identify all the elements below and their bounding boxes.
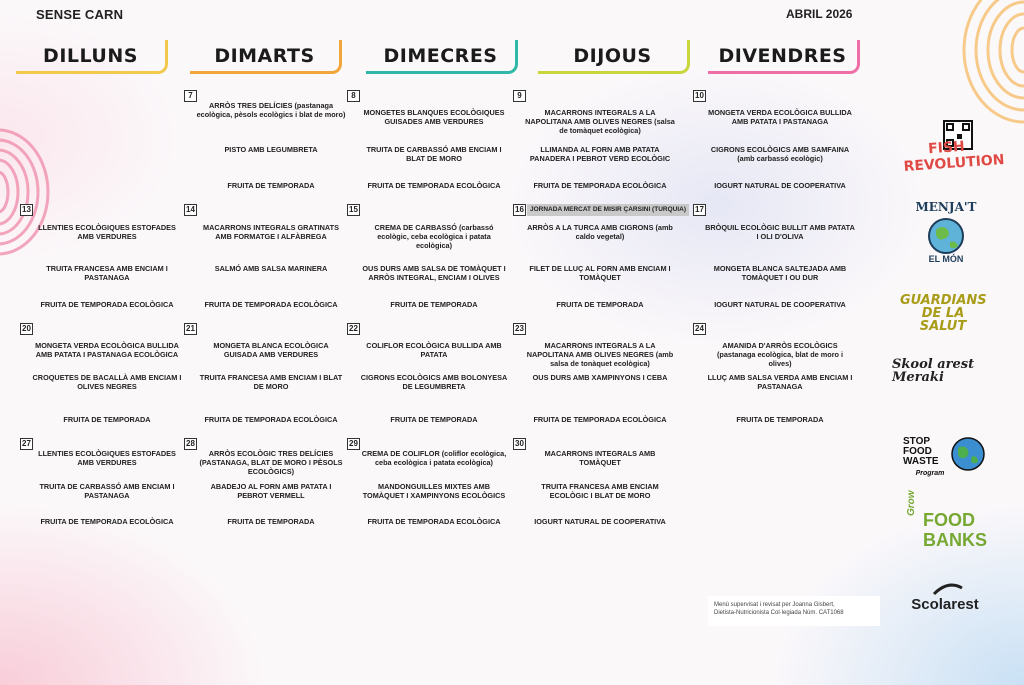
first-course: ARRÒS A LA TURCA AMB CIGRONS (amb caldo vegetal): [527, 223, 673, 241]
day-cell-30: [513, 438, 675, 556]
dessert: FRUITA DE TEMPORADA ECOLÒGICA: [204, 300, 338, 309]
food-banks-text: FOOD BANKS: [923, 510, 988, 550]
dessert: IOGURT NATURAL DE COOPERATIVA: [714, 181, 846, 190]
day-number: 14: [184, 204, 197, 216]
second-course: LLUÇ AMB SALSA VERDA AMB ENCIAM I PASTANAGA: [707, 373, 853, 391]
day-number: 7: [184, 90, 197, 102]
day-number: 30: [513, 438, 526, 450]
dessert: FRUITA DE TEMPORADA ECOLÒGICA: [367, 181, 501, 190]
first-course: MONGETA VERDA ECOLÒGICA BULLIDA AMB PATATA I PASTANAGA ECOLÒGICA: [35, 341, 179, 359]
first-course: MONGETA VERDA ECOLÒGICA BULLIDA AMB PATATA I PASTANAGA: [708, 108, 852, 126]
dessert: FRUITA DE TEMPORADA ECOLÒGICA: [533, 415, 667, 424]
dessert: FRUITA DE TEMPORADA: [63, 415, 151, 424]
second-course: TRUITA FRANCESA AMB ENCIAM I PASTANAGA: [46, 264, 168, 282]
first-course: CREMA DE CARBASSÓ (carbassó ecològic, ceba ecològica i patata ecològica): [374, 223, 494, 250]
dessert: FRUITA DE TEMPORADA: [227, 517, 315, 526]
day-cell-20: [20, 323, 182, 441]
day-number: 22: [347, 323, 360, 335]
day-cell-28: [184, 438, 346, 556]
day-number: 29: [347, 438, 360, 450]
signature-line-2: Dietista-Nutricionista Col·legiada Núm. CAT1068: [714, 610, 844, 616]
fish-revolution-logo: FISH REVOLUTION: [903, 138, 1005, 176]
menu-date: ABRIL 2026: [786, 7, 853, 21]
stop-food-waste-logo: [903, 437, 957, 479]
day-cell-13: [20, 204, 182, 322]
skoolarest-meraki-logo: Skool arest Meraki: [892, 357, 975, 385]
second-course: TRUITA FRANCESA AMB ENCIAM ECOLÒGIC I BLAT DE MORO: [541, 482, 659, 500]
first-course: AMANIDA D'ARRÒS ECOLÒGICS (pastanaga ecològica, blat de moro i olives): [716, 341, 844, 368]
day-header-dijous: DIJOUS: [538, 40, 690, 74]
second-course: CROQUETES DE BACALLÀ AMB ENCIAM I OLIVES NEGRES: [32, 373, 182, 391]
second-course: TRUITA FRANCESA AMB ENCIAM I BLAT DE MORO: [199, 373, 343, 391]
day-cell-10: [693, 90, 855, 208]
first-course: COLIFLOR ECOLÒGICA BULLIDA AMB PATATA: [366, 341, 502, 359]
dessert: FRUITA DE TEMPORADA ECOLÒGICA: [40, 517, 174, 526]
second-course: TRUITA DE CARBASSÓ AMB ENCIAM I PASTANAGA: [39, 482, 175, 500]
first-course: MONGETA BLANCA ECOLÒGICA GUISADA AMB VERDURES: [213, 341, 329, 359]
day-header-dilluns: DILLUNS: [16, 40, 168, 74]
day-cell-9: [513, 90, 675, 208]
second-course: FILET DE LLUÇ AL FORN AMB ENCIAM I TOMÀQUET: [529, 264, 671, 282]
second-course: OUS DURS AMB XAMPINYONS I CEBA: [532, 373, 668, 382]
dessert: FRUITA DE TEMPORADA: [556, 300, 644, 309]
first-course: MONGETES BLANQUES ECOLÒGIQUES GUISADES AMB VERDURES: [363, 108, 505, 126]
dessert: FRUITA DE TEMPORADA ECOLÒGICA: [533, 181, 667, 190]
day-cell-22: [347, 323, 509, 441]
day-cell-27: [20, 438, 182, 556]
day-cell-21: [184, 323, 346, 441]
stop-food-waste-text: STOP FOOD WASTE: [903, 436, 939, 467]
day-number: 27: [20, 438, 33, 450]
dessert: FRUITA DE TEMPORADA: [390, 415, 478, 424]
second-course: PISTO AMB LEGUMBRETA: [224, 145, 318, 154]
first-course: BRÒQUIL ECOLÒGIC BULLIT AMB PATATA I OLI D'OLIVA: [705, 223, 855, 241]
guardians-de-la-salut-logo: GUARDIANS DE LA SALUT: [900, 293, 987, 334]
menjat-el-mon-logo: [910, 198, 982, 270]
first-course: MACARRONS INTEGRALS A LA NAPOLITANA AMB OLIVES NEGRES (salsa de tomàquet ecològica): [525, 108, 675, 135]
day-number: 20: [20, 323, 33, 335]
second-course: ABADEJO AL FORN AMB PATATA I PEBROT VERMELL: [210, 482, 332, 500]
day-number: 13: [20, 204, 33, 216]
second-course: MANDONGUILLES MIXTES AMB TOMÀQUET I XAMPINYONS ECOLÒGICS: [362, 482, 506, 500]
orange-fingerprint-decoration: [944, 0, 1024, 130]
day-cell-16: [513, 204, 686, 322]
day-number: 9: [513, 90, 526, 102]
special-day-banner: JORNADA MERCAT DE MISIR ÇARSINI (TURQUIA): [527, 204, 689, 216]
first-course: MACARRONS INTEGRALS AMB TOMÀQUET: [544, 449, 656, 467]
day-cell-7: [184, 90, 346, 208]
dessert: FRUITA DE TEMPORADA: [736, 415, 824, 424]
day-cell-15: [347, 204, 509, 322]
second-course: CIGRONS ECOLÒGICS AMB SAMFAINA (amb carbassó ecològic): [710, 145, 850, 163]
menu-title: SENSE CARN: [36, 7, 124, 22]
day-number: 15: [347, 204, 360, 216]
el-mon-text: EL MÓN: [928, 254, 964, 264]
day-cell-17: [693, 204, 855, 322]
day-header-dimecres: DIMECRES: [366, 40, 518, 74]
first-course: MACARRONS INTEGRALS A LA NAPOLITANA AMB OLIVES NEGRES (amb salsa de tonàquet ecològica): [526, 341, 674, 368]
second-course: SALMÓ AMB SALSA MARINERA: [214, 264, 328, 273]
day-number: 10: [693, 90, 706, 102]
earth-icon: [950, 436, 986, 472]
second-course: CIGRONS ECOLÒGICS AMB BOLONYESA DE LEGUMBRETA: [360, 373, 508, 391]
second-course: TRUITA DE CARBASSÓ AMB ENCIAM I BLAT DE MORO: [366, 145, 502, 163]
first-course: MACARRONS INTEGRALS GRATINATS AMB FORMATGE I ALFÀBREGA: [203, 223, 339, 241]
dessert: IOGURT NATURAL DE COOPERATIVA: [714, 300, 846, 309]
day-number: 21: [184, 323, 197, 335]
day-number: 17: [693, 204, 706, 216]
dessert: IOGURT NATURAL DE COOPERATIVA: [534, 517, 666, 526]
day-cell-14: [184, 204, 346, 322]
day-cell-24: [693, 323, 855, 441]
program-text: Program: [915, 470, 945, 477]
day-cell-8: [347, 90, 509, 208]
day-number: 8: [347, 90, 360, 102]
first-course: ARRÒS ECOLÒGIC TRES DELÍCIES (PASTANAGA, BLAT DE MORO I PÈSOLS ECOLÒGICS): [199, 449, 343, 476]
day-cell-29: [347, 438, 509, 556]
day-header-dimarts: DIMARTS: [190, 40, 342, 74]
scolarest-logo: Scolarest: [911, 596, 979, 613]
dessert: FRUITA DE TEMPORADA ECOLÒGICA: [40, 300, 174, 309]
dessert: FRUITA DE TEMPORADA: [227, 181, 315, 190]
second-course: OUS DURS AMB SALSA DE TOMÀQUET I ARRÒS INTEGRAL, ENCIAM I OLIVES: [362, 264, 506, 282]
day-number: 23: [513, 323, 526, 335]
day-number: 16: [513, 204, 526, 216]
grow-food-banks-logo: [903, 490, 988, 550]
second-course: MONGETA BLANCA SALTEJADA AMB TOMÀQUET I OU DUR: [713, 264, 847, 282]
day-cell-23: [513, 323, 675, 441]
dessert: FRUITA DE TEMPORADA ECOLÒGICA: [367, 517, 501, 526]
first-course: ARRÒS TRES DELÍCIES (pastanaga ecològica, pèsols ecològics i blat de moro): [196, 101, 346, 119]
dessert: FRUITA DE TEMPORADA: [390, 300, 478, 309]
day-number: 28: [184, 438, 197, 450]
day-number: 24: [693, 323, 706, 335]
second-course: LLIMANDA AL FORN AMB PATATA PANADERA I PEBROT VERD ECOLÒGIC: [529, 145, 671, 163]
dessert: FRUITA DE TEMPORADA ECOLÒGICA: [204, 415, 338, 424]
grow-text: Grow: [906, 490, 917, 516]
first-course: LLENTIES ECOLÒGIQUES ESTOFADES AMB VERDURES: [38, 449, 176, 467]
menjat-text: MENJA'T: [915, 200, 977, 214]
nutritionist-signature-box: [708, 596, 880, 626]
first-course: LLENTIES ECOLÒGIQUES ESTOFADES AMB VERDURES: [38, 223, 176, 241]
signature-line-1: Menú supervisat i revisat per Joanna Gisbert,: [714, 602, 835, 608]
first-course: CREMA DE COLIFLOR (coliflor ecològica, ceba ecològica i patata ecològica): [361, 449, 507, 467]
day-header-divendres: DIVENDRES: [708, 40, 860, 74]
